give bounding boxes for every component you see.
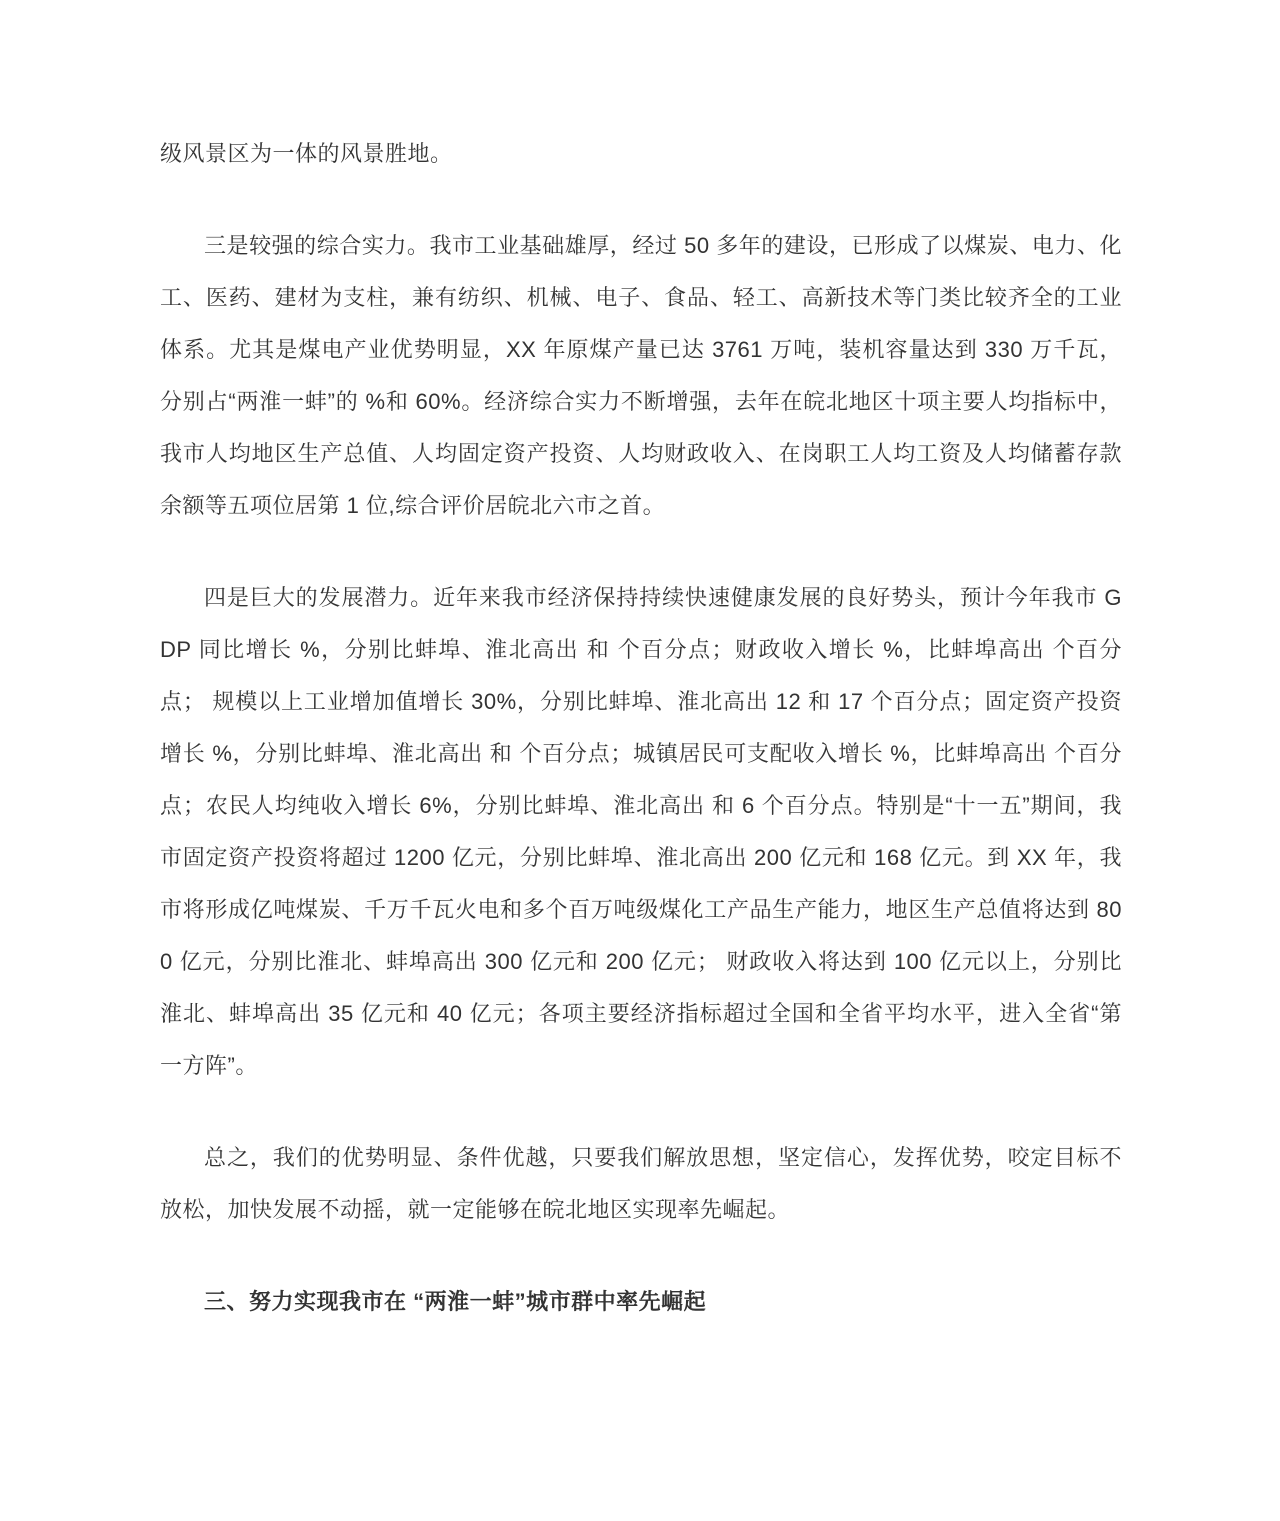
paragraph-summary: 总之，我们的优势明显、条件优越，只要我们解放思想，坚定信心，发挥优势，咬定目标不放松，加快发展不动摇，就一定能够在皖北地区实现率先崛起。 (160, 1145, 1122, 1222)
paragraph-comprehensive-strength: 三是较强的综合实力。我市工业基础雄厚，经过 50 多年的建设，已形成了以煤炭、电力、化工、医药、建材为支柱，兼有纺织、机械、电子、食品、轻工、高新技术等门类比较齐全的工业体系。尤其是煤电产业优势明显，XX 年原煤产量已达 3761 万吨，装机容量达到 330 万千瓦，分别占“两淮一蚌”的 %和 60%。经济综合实力不断增强，去年在皖北地区十项主要人均指标中，我市人均地区生产总值、人均固定资产投资、人均财政收入、在岗职工人均工资及人均储蓄存款余额等五项位居第 1 位,综合评价居皖北六市之首。 (160, 233, 1122, 518)
section-heading: 三、努力实现我市在 “两淮一蚌”城市群中率先崛起 (204, 1289, 707, 1314)
paragraph-continuation: 级风景区为一体的风景胜地。 (160, 141, 453, 166)
paragraph-development-potential: 四是巨大的发展潜力。近年来我市经济保持持续快速健康发展的良好势头，预计今年我市 GDP 同比增长 %，分别比蚌埠、淮北高出 和 个百分点；财政收入增长 %，比蚌埠高出 个百分点； 规模以上工业增加值增长 30%，分别比蚌埠、淮北高出 12 和 17 个百分点；固定资产投资增长 %，分别比蚌埠、淮北高出 和 个百分点；城镇居民可支配收入增长 %，比蚌埠高出 个百分点；农民人均纯收入增长 6%，分别比蚌埠、淮北高出 和 6 个百分点。特别是“十一五”期间，我市固定资产投资将超过 1200 亿元，分别比蚌埠、淮北高出 200 亿元和 168 亿元。到 XX 年，我市将形成亿吨煤炭、千万千瓦火电和多个百万吨级煤化工产品生产能力，地区生产总值将达到 800 亿元，分别比淮北、蚌埠高出 300 亿元和 200 亿元； 财政收入将达到 100 亿元以上，分别比淮北、蚌埠高出 35 亿元和 40 亿元；各项主要经济指标超过全国和全省平均水平，进入全省“第一方阵”。 (160, 585, 1123, 1078)
